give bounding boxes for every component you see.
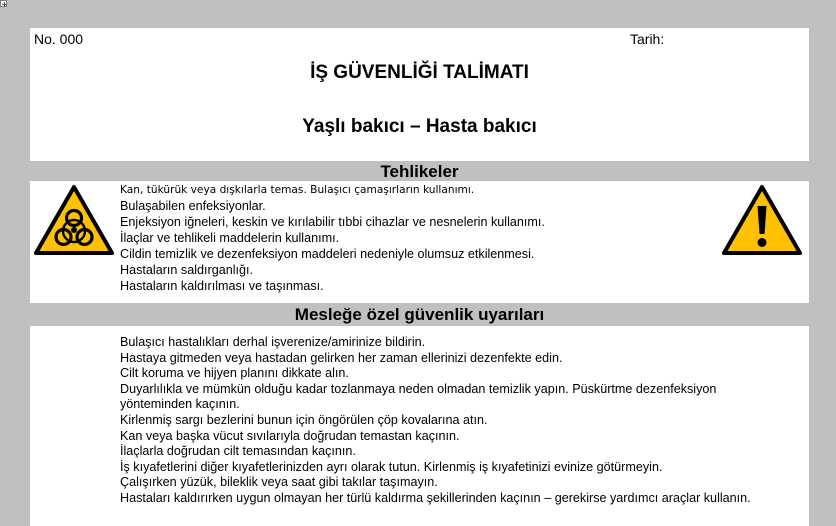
- hazards-section: [30, 181, 809, 303]
- list-item: Cilt koruma ve hijyen planını dikkate alın.: [120, 366, 349, 381]
- list-item: İlaçlar ve tehlikeli maddelerin kullanımı.: [120, 231, 340, 245]
- list-item: İş kıyafetlerini diğer kıyafetlerinizden ayrı olarak tutun. Kirlenmiş iş kıyafetinizi evinize götürmeyin.: [120, 459, 663, 474]
- list-item: Kirlenmiş sargı bezlerini bunun için öngörülen çöp kovalarına atın.: [120, 412, 488, 427]
- page-title: İŞ GÜVENLİĞİ TALİMATI: [310, 62, 529, 83]
- warnings-heading: Mesleğe özel güvenlik uyarıları: [294, 305, 545, 324]
- hazards-list: [120, 183, 545, 294]
- list-item: Cildin temizlik ve dezenfeksiyon maddeleri nedeniyle olumsuz etkilenmesi.: [120, 247, 535, 261]
- warnings-list: [120, 335, 760, 507]
- list-item: Kan, tükürük veya dışkılarla temas. Bulaşıcı çamaşırların kullanımı.: [120, 184, 475, 196]
- hazards-heading: Tehlikeler: [380, 162, 459, 181]
- list-item: Hastaların kaldırılması ve taşınması.: [120, 279, 324, 293]
- list-item: Hastaları kaldırırken uygun olmayan her türlü kaldırma şekillerinden kaçının – gerekirse yardımcı araçlar kullanın.: [120, 490, 751, 505]
- list-item: İlaçlarla doğrudan cilt temasından kaçının.: [120, 444, 356, 459]
- list-item: Bulaşabilen enfeksiyonlar.: [120, 199, 266, 213]
- document-number: No. 000: [34, 31, 84, 47]
- header-section: [30, 28, 809, 161]
- list-item: Çalışırken yüzük, bileklik veya saat gibi takılar taşımayın.: [120, 475, 438, 490]
- exclamation-warning-icon: [721, 184, 803, 256]
- date-label: Tarih:: [630, 31, 665, 47]
- page-subtitle: Yaşlı bakıcı – Hasta bakıcı: [302, 116, 537, 137]
- list-item: Duyarlılıkla ve mümkün olduğu kadar tozlanmaya neden olmadan temizlik yapın. Püskürtme dezenfeksiyon yönteminden kaçının.: [120, 381, 717, 412]
- list-item: Hastaya gitmeden veya hastadan gelirken her zaman ellerinizi dezenfekte edin.: [120, 350, 563, 365]
- table-move-handle-icon[interactable]: [0, 0, 7, 7]
- warnings-section: [30, 326, 809, 526]
- list-item: Hastaların saldırganlığı.: [120, 263, 254, 277]
- list-item: Kan veya başka vücut sıvılarıyla doğrudan temastan kaçının.: [120, 428, 460, 443]
- biohazard-icon: [33, 184, 115, 256]
- list-item: Enjeksiyon iğneleri, keskin ve kırılabilir tıbbi cihazlar ve nesnelerin kullanımı.: [120, 215, 545, 229]
- list-item: Bulaşıcı hastalıkları derhal işverenize/amirinize bildirin.: [120, 335, 426, 349]
